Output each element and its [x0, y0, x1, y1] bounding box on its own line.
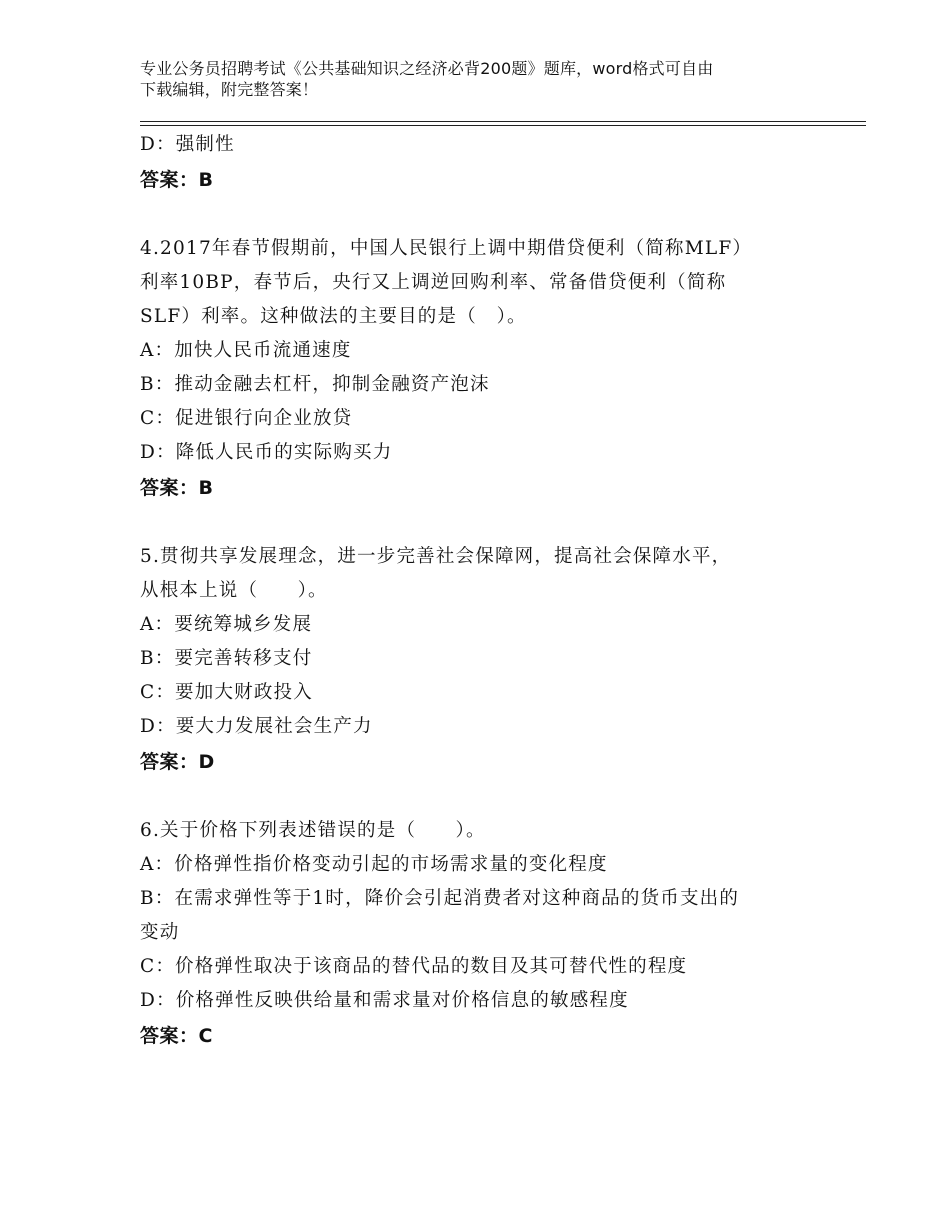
option-c: C：促进银行向企业放贷 — [140, 408, 353, 429]
question-stem-line: SLF）利率。这种做法的主要目的是（ ）。 — [140, 306, 527, 327]
question-4 — [140, 232, 840, 506]
header-line-1: 专业公务员招聘考试《公共基础知识之经济必背200题》题库，word格式可自由 — [140, 59, 714, 78]
option-d: D：强制性 — [140, 134, 235, 155]
answer-line: 答案：B — [140, 477, 214, 499]
option-a: A：加快人民币流通速度 — [140, 340, 352, 361]
answer-line: 答案：B — [140, 169, 214, 191]
option-b: B：在需求弹性等于1时，降价会引起消费者对这种商品的货币支出的 — [140, 888, 740, 909]
header-line-2: 下载编辑，附完整答案！ — [140, 80, 319, 99]
answer-line: 答案：C — [140, 1025, 213, 1047]
header-divider-top — [140, 121, 866, 122]
option-b-continued: 变动 — [140, 922, 180, 943]
page-header — [140, 58, 840, 100]
question-5 — [140, 540, 840, 780]
option-c: C：要加大财政投入 — [140, 682, 313, 703]
option-b: B：要完善转移支付 — [140, 648, 313, 669]
question-stem-line: 从根本上说（ ）。 — [140, 580, 328, 601]
question-stem-line: 6.关于价格下列表述错误的是（ ）。 — [140, 820, 486, 841]
spacer — [140, 780, 840, 814]
spacer — [140, 506, 840, 540]
question-stem-line: 利率10BP，春节后，央行又上调逆回购利率、常备借贷便利（简称 — [140, 272, 727, 293]
answer-line: 答案：D — [140, 751, 215, 773]
option-a: A：价格弹性指价格变动引起的市场需求量的变化程度 — [140, 854, 608, 875]
option-c: C：价格弹性取决于该商品的替代品的数目及其可替代性的程度 — [140, 956, 688, 977]
question-list — [140, 128, 840, 1054]
question-stem-line: 5.贯彻共享发展理念，进一步完善社会保障网，提高社会保障水平， — [140, 546, 732, 567]
question-stem-line: 4.2017年春节假期前，中国人民银行上调中期借贷便利（简称MLF） — [140, 238, 753, 259]
question-6 — [140, 814, 840, 1054]
option-d: D：降低人民币的实际购买力 — [140, 442, 393, 463]
option-a: A：要统筹城乡发展 — [140, 614, 313, 635]
spacer — [140, 198, 840, 232]
option-b: B：推动金融去杠杆，抑制金融资产泡沫 — [140, 374, 490, 395]
option-d: D：价格弹性反映供给量和需求量对价格信息的敏感程度 — [140, 990, 629, 1011]
question-3-tail — [140, 128, 840, 198]
option-d: D：要大力发展社会生产力 — [140, 716, 373, 737]
header-divider-bottom — [140, 125, 866, 126]
